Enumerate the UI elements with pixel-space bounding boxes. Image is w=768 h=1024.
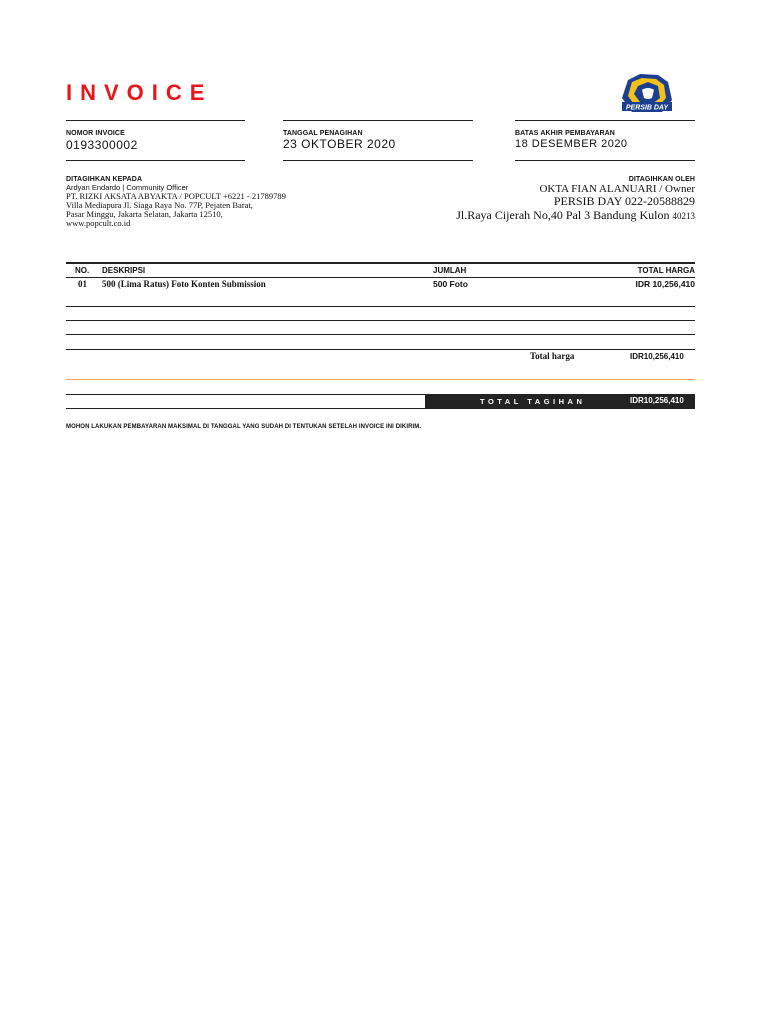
- bill-from-label: DITAGIHKAN OLEH: [628, 176, 695, 183]
- bill-from-address: Jl.Raya Cijerah No,40 Pal 3 Bandung Kulon: [456, 208, 670, 222]
- bill-to-block: [66, 176, 286, 228]
- bill-to-line: Ardyan Endardo | Community Officer: [66, 183, 189, 192]
- grand-total-label: TOTAL TAGIHAN: [480, 397, 586, 406]
- table-row: [0, 279, 768, 291]
- bill-from-block: [456, 176, 695, 223]
- row-qty: 500 Foto: [433, 279, 468, 289]
- row-no: 01: [78, 279, 87, 289]
- due-date: 18 DESEMBER 2020: [515, 138, 628, 150]
- grand-total-value: IDR10,256,410: [630, 396, 684, 405]
- subtotal-label: Total harga: [530, 351, 575, 361]
- logo-text: PERSIB DAY: [625, 104, 669, 112]
- col-header-no: NO.: [75, 266, 90, 275]
- bill-to-line: Villa Mediapura Jl. Siaga Raya No. 77P, Pejaten Barat,: [66, 200, 253, 210]
- col-header-qty: JUMLAH: [433, 266, 467, 275]
- col-header-desc: DESKRIPSI: [102, 266, 146, 275]
- subtotal-value: IDR10,256,410: [630, 352, 684, 361]
- bill-from-postcode: 40213: [672, 211, 695, 221]
- bill-to-line: PT. RIZKI AKSATA ABYAKTA / POPCULT +6221 - 21789789: [66, 191, 286, 201]
- billing-date-label: TANGGAL PENAGIHAN: [283, 130, 363, 137]
- invoice-number-label: NOMOR INVOICE: [66, 130, 125, 137]
- billing-date: 23 OKTOBER 2020: [283, 137, 396, 151]
- bill-to-line: Pasar Minggu, Jakarta Selatan, Jakarta 12510,: [66, 209, 223, 219]
- payment-note: MOHON LAKUKAN PEMBAYARAN MAKSIMAL DI TANGGAL YANG SUDAH DI TENTUKAN SETELAH INVOICE INI DIKIRIM.: [66, 424, 422, 430]
- bill-to-line: www.popcult.co.id: [66, 218, 131, 228]
- bill-from-name: OKTA FIAN ALANUARI / Owner: [539, 183, 695, 195]
- row-total: IDR 10,256,410: [635, 279, 695, 289]
- bill-to-label: DITAGIHKAN KEPADA: [66, 176, 143, 183]
- row-desc: 500 (Lima Ratus) Foto Konten Submission: [102, 279, 266, 289]
- due-date-label: BATAS AKHIR PEMBAYARAN: [515, 130, 615, 137]
- invoice-number: 0193300002: [66, 138, 138, 152]
- persib-logo-icon: [618, 72, 676, 118]
- invoice-title: INVOICE: [66, 80, 213, 105]
- col-header-total: TOTAL HARGA: [637, 266, 695, 275]
- bill-from-company: PERSIB DAY 022-20588829: [553, 194, 695, 208]
